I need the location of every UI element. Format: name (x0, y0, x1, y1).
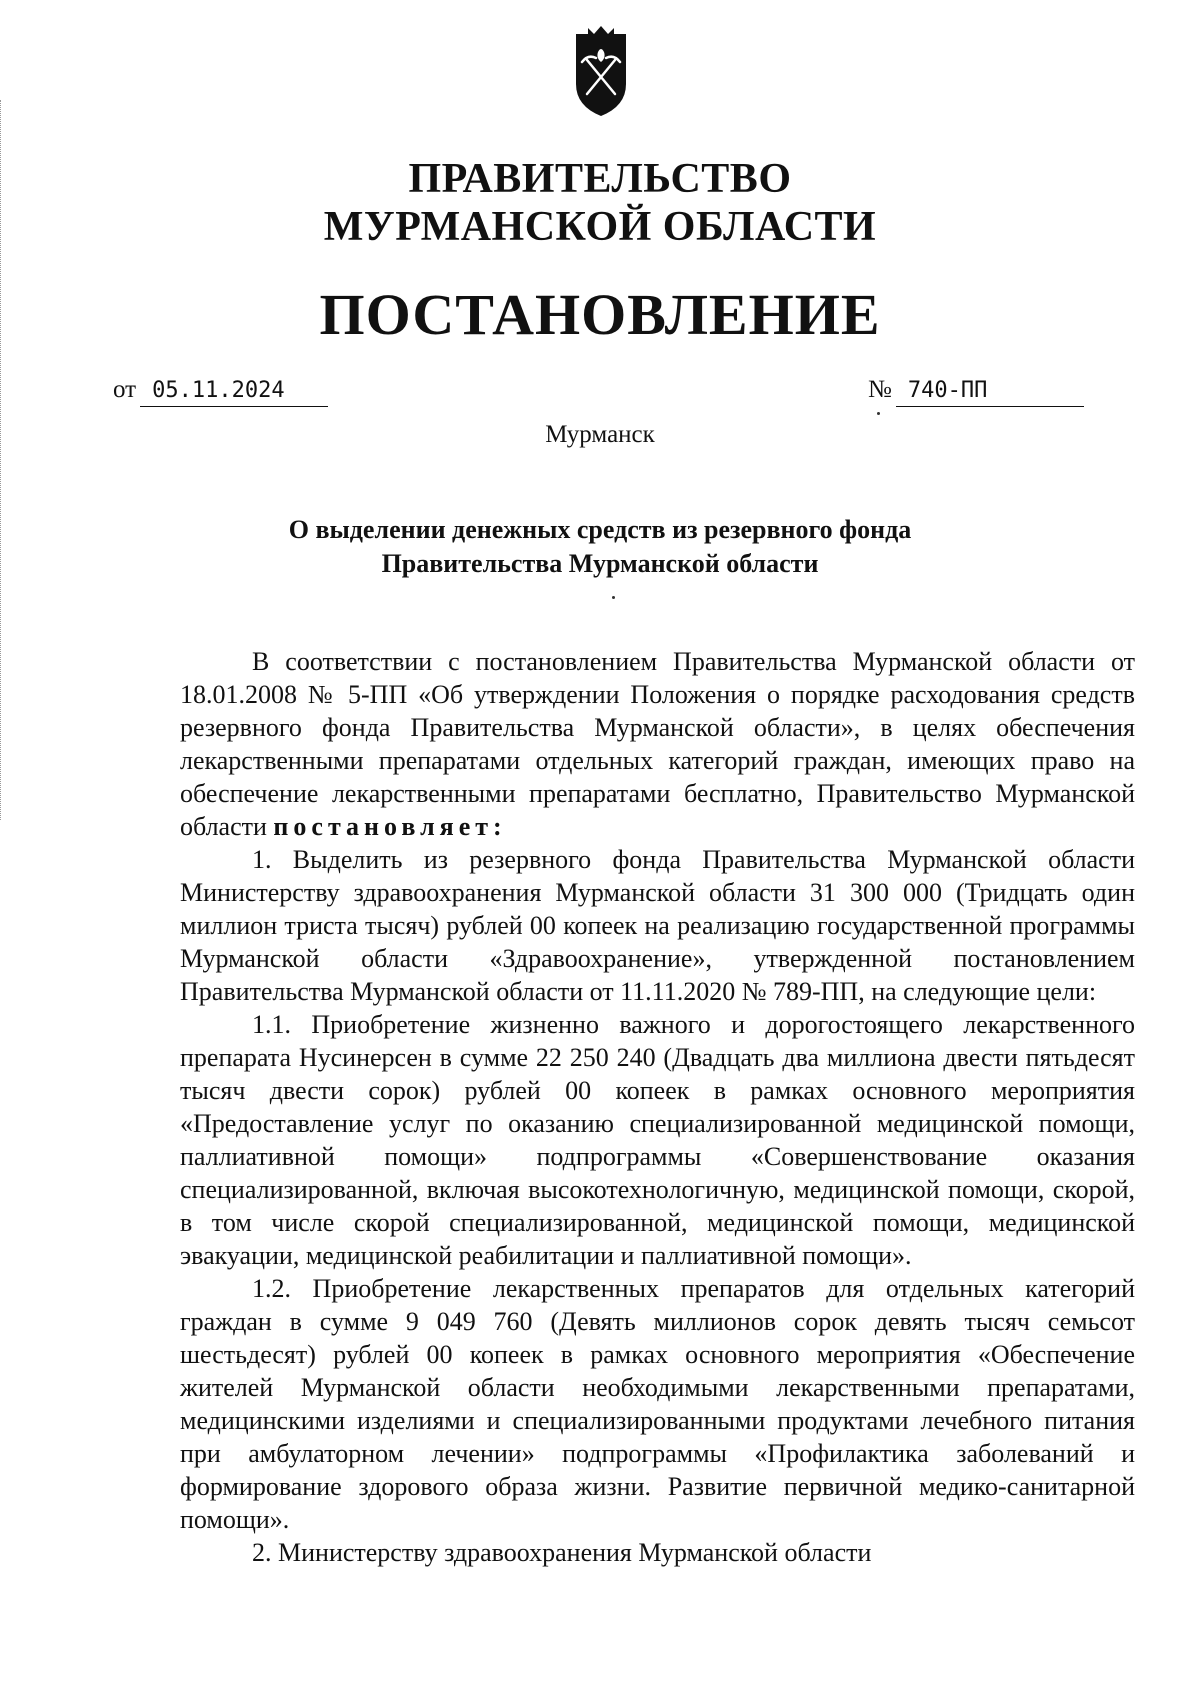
scan-speck (877, 412, 880, 415)
item-1-1-paragraph: 1.1. Приобретение жизненно важного и дорогостоящего лекарственного препарата Нусинерсен в сумме 22 250 240 (Двадцать два миллиона двести пятьдесят тысяч двести сорок) рублей 00 копеек в рамках основного мероприятия «Предоставление услуг по оказанию специализированной медицинской помощи, паллиативной помощи» подпрограммы «Совершенствование оказания специализированной, включая высокотехнологичную, медицинской помощи, скорой, в том числе скорой специализированной, медицинской помощи, медицинской эвакуации, медицинской реабилитации и паллиативной помощи». (180, 1010, 1135, 1270)
number-field (868, 375, 1084, 407)
item-1-paragraph: 1. Выделить из резервного фонда Правительства Мурманской области Министерству здравоохранения Мурманской области 31 300 000 (Тридцать один миллион триста тысяч) рублей 00 копеек на реализацию государственной программы Мурманской области «Здравоохранение», утвержденной постановлением Правительства Мурманской области от 11.11.2020 № 789-ПП, на следующие цели: (180, 845, 1135, 1006)
subject-line-2: Правительства Мурманской области (381, 549, 819, 578)
preamble-verb: постановляет: (273, 812, 507, 841)
org-name-line-2: МУРМАНСКОЙ ОБЛАСТИ (323, 204, 877, 250)
date-field (113, 375, 328, 407)
coat-of-arms-icon (560, 22, 642, 120)
document-body (180, 645, 1135, 1569)
org-name-line-1: ПРАВИТЕЛЬСТВО (408, 156, 792, 202)
item-2-paragraph: 2. Министерству здравоохранения Мурманской области (252, 1538, 872, 1567)
item-1-2-paragraph: 1.2. Приобретение лекарственных препаратов для отдельных категорий граждан в сумме 9 049 760 (Девять миллионов сорок девять тысяч семьсот шестьдесят) рублей 00 копеек в рамках основного мероприятия «Обеспечение жителей Мурманской области необходимыми лекарственными препаратами, медицинскими изделиями и специализированными продуктами лечебного питания при амбулаторном лечении» подпрограммы «Профилактика заболеваний и формирование здорового образа жизни. Развитие первичной медико-санитарной помощи». (180, 1274, 1135, 1534)
city-name: Мурманск (545, 421, 655, 448)
scan-speck (612, 596, 615, 599)
preamble-text: В соответствии с постановлением Правительства Мурманской области от 18.01.2008 № 5-ПП «Об утверждении Положения о порядке расходования средств резервного фонда Правительства Мурманской области», в целях обеспечения лекарственными препаратами отдельных категорий граждан, имеющих право на обеспечение лекарственными препаратами бесплатно, Правительство Мурманской области (180, 647, 1135, 841)
document-type-title: ПОСТАНОВЛЕНИЕ (319, 282, 881, 347)
preamble-paragraph (180, 645, 1135, 843)
date-prefix: от (113, 376, 137, 403)
number-value: 740-ПП (896, 376, 1084, 407)
date-value: 05.11.2024 (140, 376, 328, 407)
number-prefix: № (868, 376, 892, 403)
subject-line-1: О выделении денежных средств из резервного фонда (288, 515, 912, 544)
